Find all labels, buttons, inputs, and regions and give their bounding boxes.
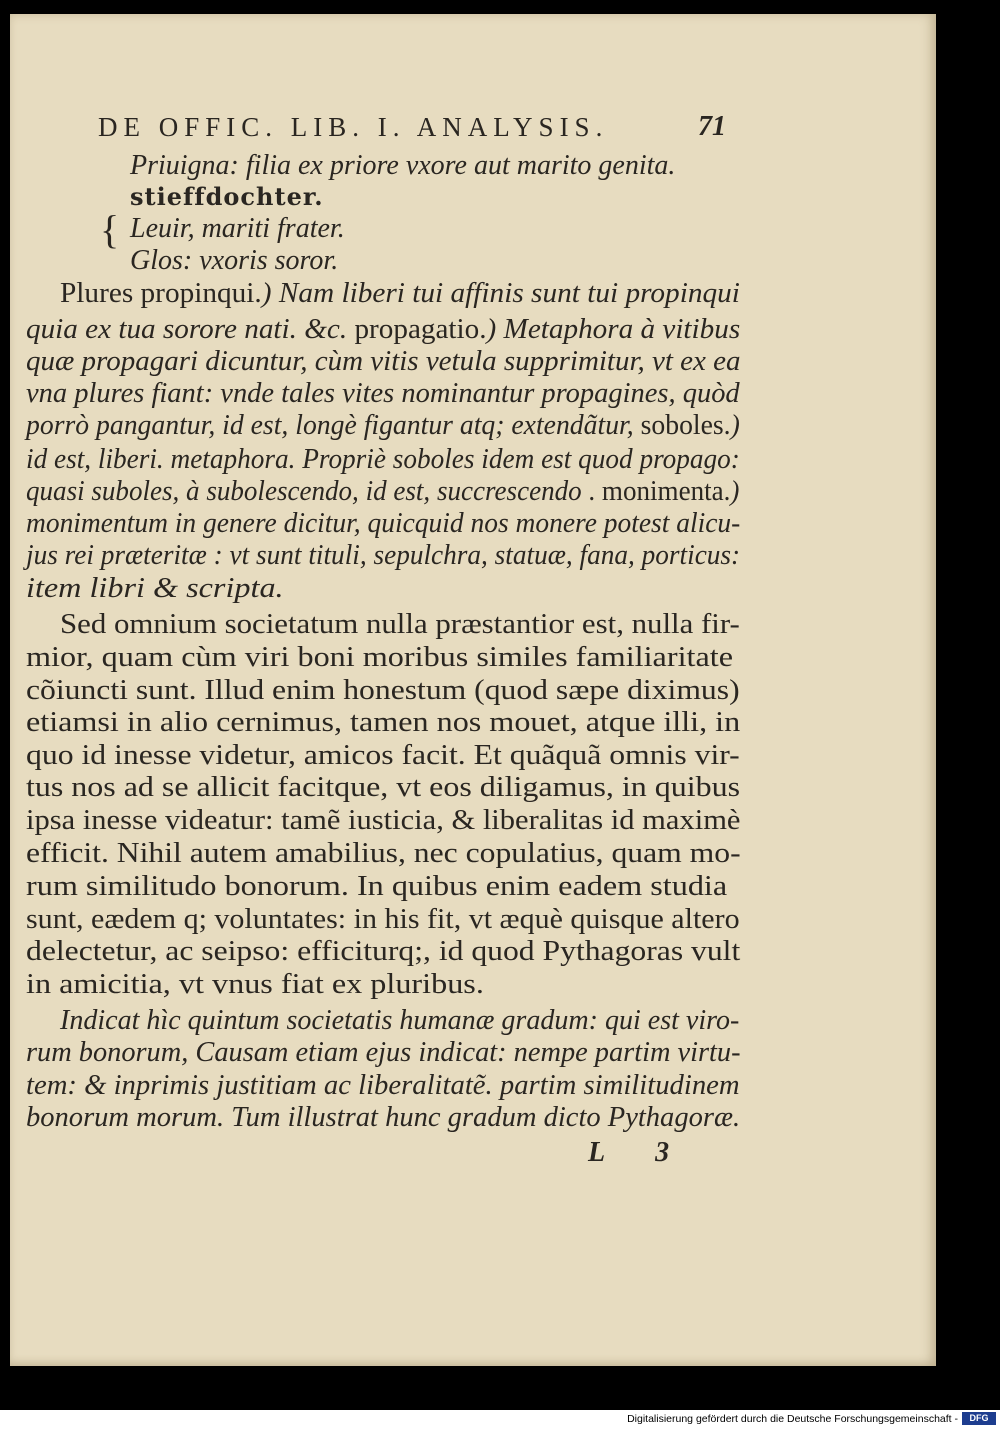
dfg-credit: Digitalisierung gefördert durch die Deutsche Forschungsgemeinschaft - xyxy=(627,1413,958,1425)
text-segment: vna plures fiant: vnde tales vites nominantur propagines, quòd xyxy=(26,378,740,409)
text-segment: Plures propinqui. xyxy=(60,278,262,309)
text-line xyxy=(130,213,345,245)
text-segment: Indicat hìc quintum societatis humanæ gradum: qui est viro- xyxy=(60,1005,740,1036)
text-segment: ) xyxy=(730,410,740,441)
text-segment: Glos: vxoris soror. xyxy=(130,245,339,276)
text-line xyxy=(26,1070,740,1102)
text-line xyxy=(26,675,740,707)
text-segment: ipsa inesse videatur: tamẽ iusticia, & liberalitas id maximè xyxy=(26,805,741,836)
text-segment: monimentum in genere dicitur, quicquid nos monere potest alicu- xyxy=(26,508,741,539)
folio-number: 71 xyxy=(698,111,726,142)
text-segment: id est, liberi. metaphora. Propriè soboles idem est quod propago: xyxy=(26,444,740,475)
text-line xyxy=(26,378,740,410)
dfg-logo: DFG xyxy=(962,1412,996,1425)
text-segment: Sed omnium societatum nulla præstantior est, nulla fir- xyxy=(60,609,740,640)
text-line xyxy=(130,150,675,182)
text-segment: quasi suboles, à subolescendo, id est, succrescendo xyxy=(26,476,582,507)
text-segment: soboles. xyxy=(633,410,731,441)
text-segment: ) Nam liberi tui affinis sunt tui propinqui xyxy=(261,278,740,309)
text-line xyxy=(26,904,740,936)
text-line xyxy=(26,740,740,772)
signature-mark: L 3 xyxy=(588,1137,692,1168)
text-line xyxy=(26,1037,741,1069)
text-line xyxy=(60,609,740,641)
text-segment: efficit. Nihil autem amabilius, nec copulatius, quam mo- xyxy=(26,838,741,869)
text-line xyxy=(130,245,338,277)
text-segment: Priuigna: filia ex priore vxore aut marito genita. xyxy=(130,150,676,181)
text-segment: quo id inesse videtur, amicos facit. Et quãquã omnis vir- xyxy=(26,740,740,771)
text-line xyxy=(60,1005,739,1037)
running-title: DE OFFIC. LIB. I. ANALYSIS. xyxy=(98,112,609,142)
text-segment: jus rei præteritæ : vt sunt tituli, sepulchra, statuæ, fana, porticus: xyxy=(26,540,741,571)
text-segment: rum similitudo bonorum. In quibus enim eadem studia xyxy=(26,871,728,902)
text-segment: item libri & scripta. xyxy=(26,573,284,604)
text-line xyxy=(26,642,733,674)
text-line xyxy=(26,410,740,442)
text-line xyxy=(26,871,727,903)
text-line xyxy=(130,181,324,213)
text-line xyxy=(26,508,740,540)
text-segment: quia ex tua sorore nati. &c. xyxy=(26,314,348,345)
text-line xyxy=(26,805,740,837)
text-segment: rum bonorum, Causam etiam ejus indicat: nempe partim virtu- xyxy=(26,1037,741,1068)
text-segment: mior, quam cùm viri boni moribus similes familiaritate xyxy=(26,642,733,673)
text-segment: etiamsi in alio cernimus, tamen nos mouet, atque illi, in xyxy=(26,707,741,738)
text-segment: ) Metaphora à vitibus xyxy=(486,314,741,345)
text-segment: Leuir, mariti frater. xyxy=(130,213,345,244)
text-segment: bonorum morum. Tum illustrat hunc gradum dicto Pythagoræ. xyxy=(26,1102,741,1133)
text-line xyxy=(26,346,741,378)
text-line xyxy=(26,444,740,476)
text-segment: . monimenta. xyxy=(581,476,731,507)
text-segment: tus nos ad se allicit facitque, vt eos diligamus, in quibus xyxy=(26,772,741,803)
text-segment: stieffdochter. xyxy=(130,182,324,211)
text-segment: cõiuncti sunt. Illud enim honestum (quod sæpe diximus) xyxy=(26,675,740,706)
text-line xyxy=(60,278,740,310)
text-line xyxy=(26,540,740,572)
text-segment: delectetur, ac seipso: efficiturq;, id quod Pythagoras vult xyxy=(26,936,741,967)
text-line xyxy=(26,476,739,508)
text-line xyxy=(26,707,740,739)
text-line xyxy=(26,936,740,968)
text-segment: sunt, eædem q; voluntates: in his fit, vt æquè quisque altero xyxy=(26,904,740,935)
text-segment: propagatio. xyxy=(347,314,487,345)
text-line xyxy=(26,772,740,804)
text-line xyxy=(26,573,284,605)
text-line xyxy=(26,838,741,870)
text-segment: ) xyxy=(730,476,740,507)
text-line xyxy=(26,314,740,346)
text-line xyxy=(26,1102,740,1134)
text-segment: quæ propagari dicuntur, cùm vitis vetula supprimitur, vt ex ea xyxy=(26,346,741,377)
text-segment: tem: & inprimis justitiam ac liberalitatẽ. partim similitudinem xyxy=(26,1070,740,1101)
brace-symbol: { xyxy=(100,207,120,252)
text-line xyxy=(26,969,484,1001)
text-segment: in amicitia, vt vnus fiat ex pluribus. xyxy=(26,969,484,1000)
book-page xyxy=(10,14,936,1366)
text-segment: porrò pangantur, id est, longè figantur atq; extendãtur, xyxy=(26,410,634,441)
